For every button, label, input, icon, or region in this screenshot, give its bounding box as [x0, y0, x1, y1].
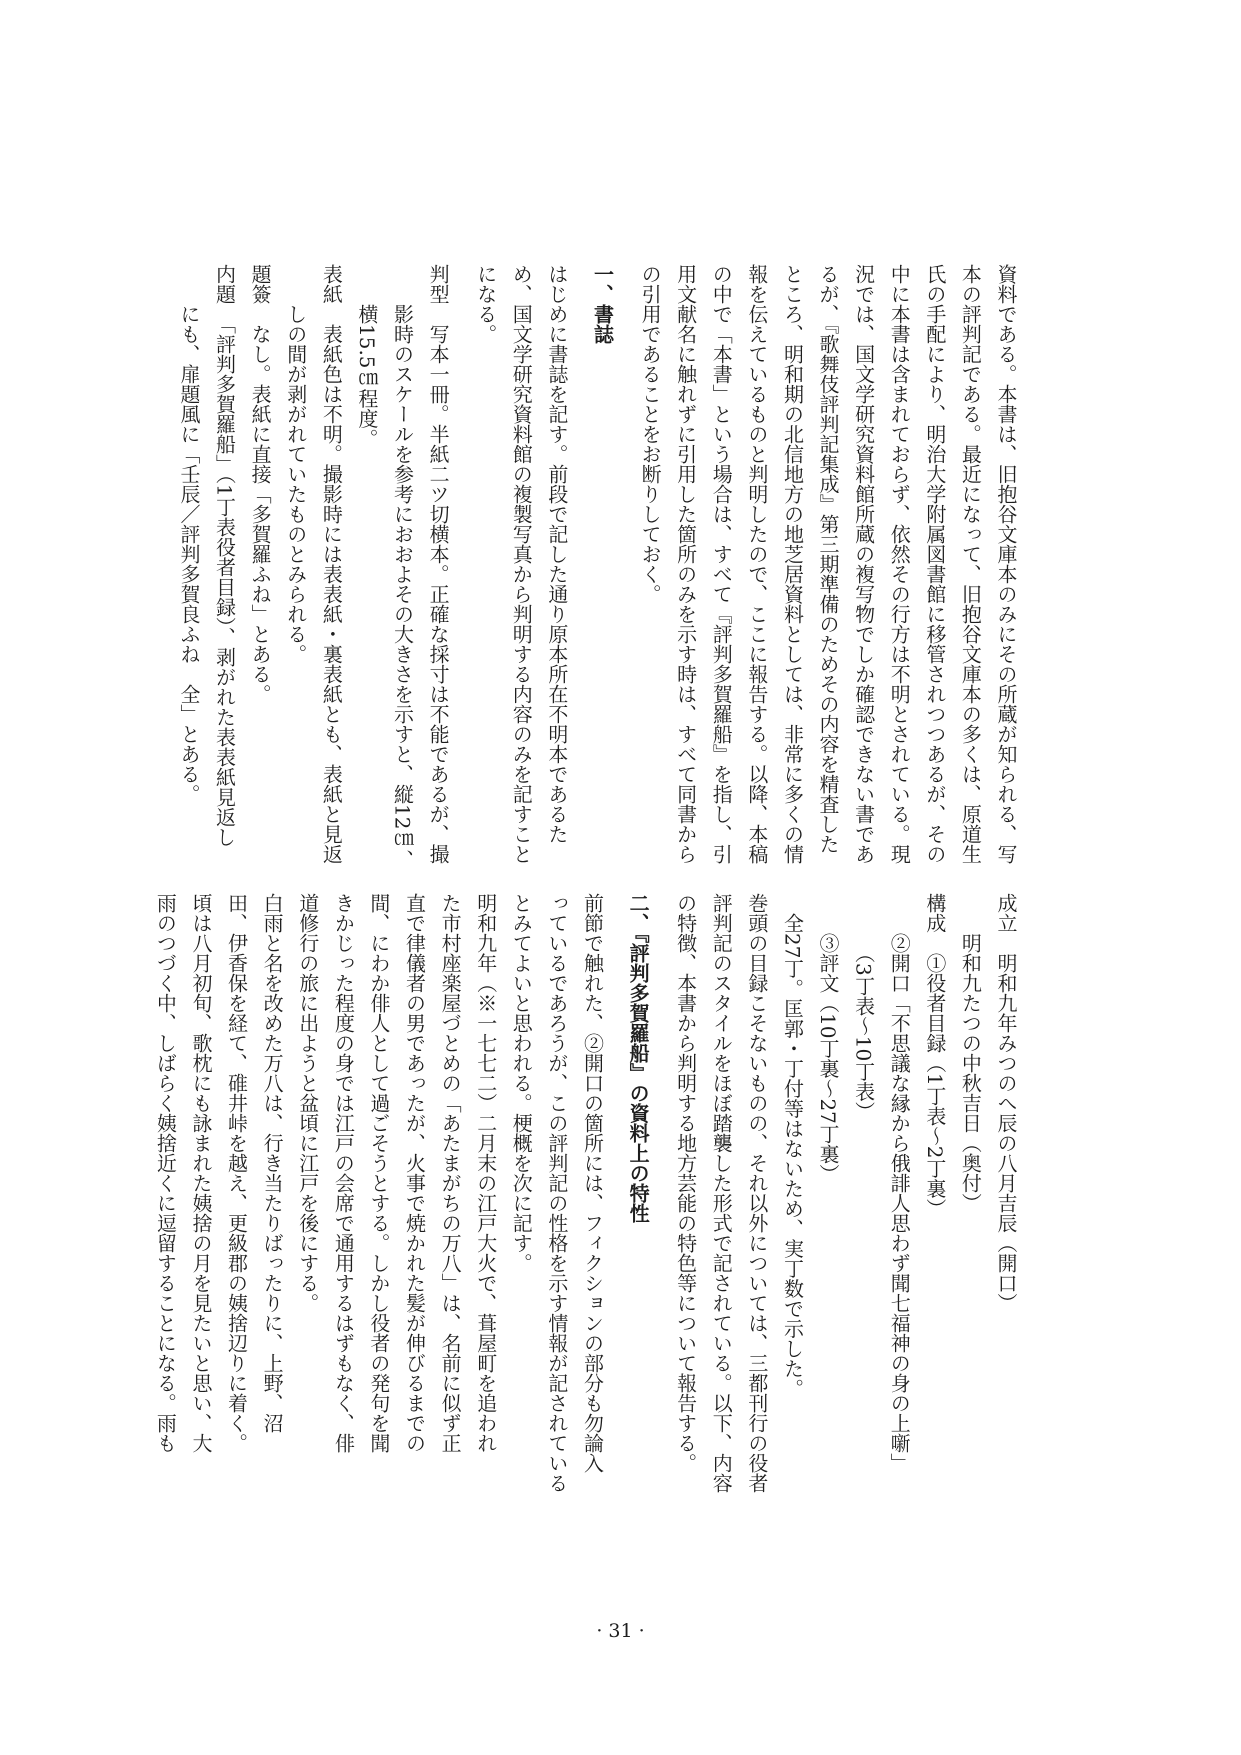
synopsis-line: 直で律儀者の男であったが、火事で焼かれた髪が伸びるまでの [402, 893, 427, 1453]
body-line: ところ、明和期の北信地方の地芝居資料としては、非常に多くの情 [780, 264, 805, 864]
body-line: とみてよいと思われる。梗概を次に記す。 [509, 893, 534, 1273]
body-line: 巻頭の目録こそないものの、それ以外については、三都刊行の役者 [744, 893, 769, 1493]
bibliography-item: 構成 ①役者目録（1丁表～2丁裏） [922, 893, 947, 1219]
synopsis-line: 田、伊香保を経て、碓井峠を越え、更級郡の姨捨辺りに着く。 [224, 893, 249, 1453]
bibliography-item: 判型 写本一冊。半紙二ツ切横本。正確な採寸は不能であるが、撮 [426, 264, 451, 864]
page-number: · 31 · [596, 1620, 645, 1642]
bibliography-item: しの間が剥がれていたものとみられる。 [283, 264, 308, 664]
body-line: 本の評判記である。最近になって、旧抱谷文庫本の多くは、原道生 [958, 264, 983, 864]
bibliography-item: にも、扉題風に「壬辰／評判多賀良ふね 全」とある。 [176, 264, 201, 804]
synopsis-line: 雨のつづく中、しばらく姨捨近くに逗留することになる。雨も [153, 893, 178, 1453]
body-line: 況では、国文学研究資料館所蔵の複写物でしか確認できない書であ [851, 264, 876, 864]
synopsis-line: 道修行の旅に出ようと盆頃に江戸を後にする。 [295, 893, 320, 1313]
upper-text-band [176, 264, 1023, 870]
bibliography-item: 明和九たつの中秋吉日（奥付） [958, 893, 983, 1213]
body-line: 前節で触れた、②開口の箇所には、フィクションの部分も勿論入 [580, 893, 605, 1473]
body-line: の特徴、本書から判明する地方芸能の特色等について報告する。 [673, 893, 698, 1473]
body-line: はじめに書誌を記す。前段で記した通り原本所在不明本であるた [544, 264, 569, 844]
body-line: 資料である。本書は、旧抱谷文庫本のみにその所蔵が知られる、写 [994, 264, 1018, 864]
body-line: の引用であることをお断りしておく。 [638, 264, 663, 604]
body-line: 評判記のスタイルをほぼ踏襲した形式で記されている。以下、内容 [709, 893, 734, 1493]
body-line: になる。 [473, 264, 498, 344]
bibliography-item: （3丁表～10丁表） [851, 893, 876, 1122]
body-line: の中で「本書」という場合は、すべて『評判多賀羅船』を指し、引 [709, 264, 734, 864]
synopsis-line: 間、にわか俳人として過ごそうとする。しかし役者の発句を聞 [366, 893, 391, 1453]
bibliography-item: 表紙 表紙色は不明。撮影時には表表紙・裏表紙とも、表紙と見返 [319, 264, 344, 864]
section-spacer [455, 264, 467, 864]
bibliography-item: 内題 「評判多賀羅船」（1丁表役者目録）、剥がれた表表紙見返し [212, 264, 237, 847]
bibliography-item: 影時のスケールを参考におおよその大きさを示すと、縦12㎝、 [390, 264, 415, 870]
body-line: っているであろうが、この評判記の性格を示す情報が記されている [544, 893, 569, 1493]
synopsis-line: 頃は八月初旬、歌枕にも詠まれた姨捨の月を見たいと思い、大 [188, 893, 213, 1453]
body-line: 全27丁。匡郭・丁付等はないため、実丁数で示した。 [780, 893, 805, 1399]
body-line: 用文献名に触れずに引用した箇所のみを示す時は、すべて同書から [673, 264, 698, 864]
body-line: 中に本書は含まれておらず、依然その行方は不明とされている。現 [887, 264, 912, 864]
section-spacer [655, 893, 667, 1508]
synopsis-line: きかじった程度の身では江戸の会席で通用するはずもなく、俳 [331, 893, 356, 1453]
body-line: 報を伝えているものと判明したので、ここに報告する。以降、本稿 [744, 264, 769, 864]
bibliography-item: 題簽 なし。表紙に直接「多賀羅ふね」とある。 [248, 264, 273, 704]
body-line: るが、『歌舞伎評判記集成』第三期準備のためその内容を精査した [816, 264, 841, 854]
bibliography-item: 横15.5㎝程度。 [354, 264, 379, 449]
synopsis-line: 白雨と名を改めた万八は、行き当たりばったりに、上野、沼 [260, 893, 285, 1433]
body-line: め、国文学研究資料館の複製写真から判明する内容のみを記すこと [509, 264, 534, 864]
synopsis-line: 明和九年（※一七七二）二月末の江戸大火で、葺屋町を追われ [473, 893, 498, 1453]
section-spacer [619, 264, 631, 864]
section-heading-characteristics: 二、『評判多賀羅船』の資料上の特性 [626, 893, 651, 1223]
lower-text-band [153, 893, 1023, 1508]
bibliography-item: ③評文（10丁裏～27丁裏） [816, 893, 841, 1184]
synopsis-line: た市村座楽屋づとめの「あたまがちの万八」は、名前に似ず正 [438, 893, 463, 1453]
section-heading-bibliography: 一、書誌 [590, 264, 615, 344]
bibliography-item: 成立 明和九年みつのへ辰の八月吉辰（開口） [994, 893, 1018, 1313]
bibliography-item: ②開口「不思議な縁から俄誹人思わず聞七福神の身の上噺」 [887, 893, 912, 1473]
body-line: 氏の手配により、明治大学附属図書館に移管されつつあるが、その [922, 264, 947, 864]
